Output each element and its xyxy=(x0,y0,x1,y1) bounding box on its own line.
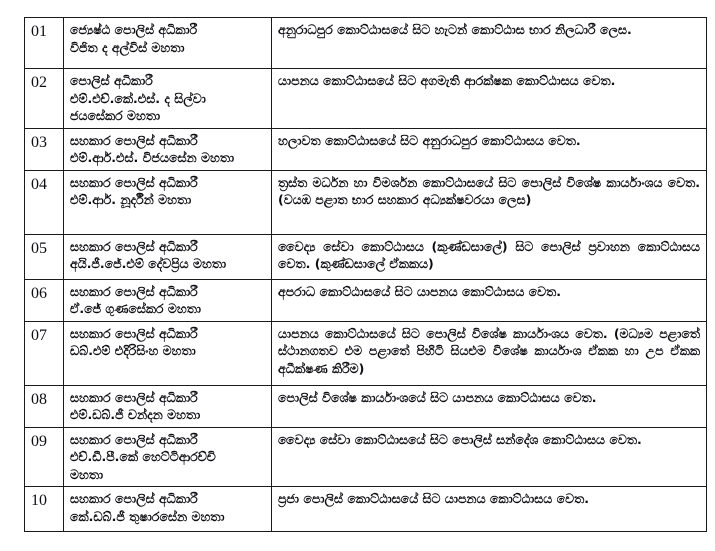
officer-name-line: සහකාර පොලිස් අධිකාරී xyxy=(70,132,198,148)
officer-name xyxy=(64,385,272,427)
row-number: 01 xyxy=(25,18,64,69)
table-row xyxy=(25,234,707,279)
officer-name-line: සහකාර පොලිස් අධිකාරී xyxy=(70,325,198,341)
officer-name-line: එම්.එච්.කේ.එස්. ද සිල්වා xyxy=(70,90,206,106)
officer-name xyxy=(64,18,272,69)
row-number: 06 xyxy=(25,279,64,321)
table-row xyxy=(25,385,707,427)
officer-name-line: එම්.ආර්. නූර්දීන් මහතා xyxy=(70,192,192,207)
officer-name-line: එච්.ඩී.පී.කේ හෙට්ටිආරච්චි xyxy=(70,449,216,464)
officer-name-line: ඩබ්.එම් එදිරිසිංහ මහතා xyxy=(70,343,196,358)
officer-name xyxy=(64,234,272,279)
officer-name xyxy=(64,427,272,487)
officer-name-line: ජයසේකර මහතා xyxy=(70,108,161,123)
transfer-destination: පොලිස් විශේෂ කාර්යාංශයේ සිට යාපනය කොට්ඨාසය වෙත. xyxy=(272,385,707,427)
officer-name-line: ජ්‍යෙෂ්ඨ පොලිස් අධිකාරී xyxy=(70,22,198,37)
officer-name-line: ඒ.ජේ ගුණසේකර මහතා xyxy=(70,301,202,316)
transfer-destination: යාපනය කොට්ඨාසයේ සිට පොලිස් විශේෂ කාර්යාංශය වෙත. (මධ්‍යම පළාතේ ස්ථානගතව එම පළාතේ පිහිටි සියළුම විශේෂ කාර්යාංශ ඒකක හා උප ඒකක අධීක්ෂණ කිරීම) xyxy=(272,321,707,385)
officer-name-line: සහකාර පොලිස් අධිකාරී xyxy=(70,431,198,447)
table-row xyxy=(25,321,707,385)
officer-name-line: සහකාර පොලිස් අධිකාරී xyxy=(70,238,198,254)
table-row xyxy=(25,18,707,69)
officer-name-line: කේ.ඩබ්.ජී තුෂාරසේන මහතා xyxy=(70,508,225,524)
table-row xyxy=(25,170,707,234)
transfer-destination: ත්‍රස්ත මර්ධන හා විමර්ශන කොට්ඨාසයේ සිට පොලිස් විශේෂ කාර්යාංශය වෙත. (වයඹ පළාත භාර සහකාර අධ්‍යක්ෂවරයා ලෙස) xyxy=(272,170,707,234)
officer-name-line: සහකාර පොලිස් අධිකාරී xyxy=(70,174,198,190)
officer-name xyxy=(64,487,272,532)
row-number: 08 xyxy=(25,385,64,427)
row-number: 04 xyxy=(25,170,64,234)
table-row xyxy=(25,69,707,129)
transfer-destination: ප්‍රජා පොලිස් කොට්ඨාසයේ සිට යාපනය කොට්ඨාසය වෙත. xyxy=(272,487,707,532)
officer-name-line: සහකාර පොලිස් අධිකාරී xyxy=(70,491,198,506)
row-number: 09 xyxy=(25,427,64,487)
officer-name-line: අයි.ජී.ජේ.එම් දේවප්‍රිය මහතා xyxy=(70,256,227,271)
officer-name-line: විජිත ද අල්විස් මහතා xyxy=(70,39,185,55)
officer-name-line: මහතා xyxy=(70,466,104,482)
transfer-destination: අපරාධ කොට්ඨාසයේ සිට යාපනය කොට්ඨාසය වෙත. xyxy=(272,279,707,321)
table-row xyxy=(25,279,707,321)
transfer-destination: හලාවත කොට්ඨාසයේ සිට අනුරාධපුර කොට්ඨාසය වෙත. xyxy=(272,128,707,170)
transfer-destination: වෛද්‍ය සේවා කොට්ඨාසය (කුණ්ඩසාලේ) සිට පොලිස් ප්‍රවාහන කොට්ඨාසය වෙත. (කුණ්ඩසාලේ ඒකකය) xyxy=(272,234,707,279)
transfer-destination: යාපනය කොට්ඨාසයේ සිට අගමැති ආරක්ෂක කොට්ඨාසය වෙත. xyxy=(272,69,707,129)
table-row xyxy=(25,487,707,532)
officer-name xyxy=(64,128,272,170)
officer-name-line: පොලිස් අධිකාරී xyxy=(70,73,153,88)
officer-name-line: එම්.ආර්.එස්. විජයසේන මහතා xyxy=(70,150,235,165)
row-number: 03 xyxy=(25,128,64,170)
officer-name xyxy=(64,170,272,234)
row-number: 02 xyxy=(25,69,64,129)
transfer-table-body xyxy=(25,18,707,532)
officer-name-line: සහකාර පොලිස් අධිකාරී xyxy=(70,389,198,405)
row-number: 05 xyxy=(25,234,64,279)
table-row xyxy=(25,427,707,487)
officer-name xyxy=(64,69,272,129)
transfer-destination: අනුරාධපුර කොට්ඨාසයේ සිට හැටන් කොට්ඨාස භාර නිලධාරී ලෙස. xyxy=(272,18,707,69)
officer-name xyxy=(64,279,272,321)
transfer-destination: වෛද්‍ය සේවා කොට්ඨාසයේ සිට පොලිස් සන්දේශ කොට්ඨාසය වෙත. xyxy=(272,427,707,487)
transfer-table xyxy=(24,17,707,532)
row-number: 10 xyxy=(25,487,64,532)
row-number: 07 xyxy=(25,321,64,385)
officer-name xyxy=(64,321,272,385)
officer-name-line: සහකාර පොලිස් අධිකාරී xyxy=(70,283,198,299)
officer-name-line: එම්.ඩබ්.ජී චන්දන මහතා xyxy=(70,407,201,422)
table-row xyxy=(25,128,707,170)
